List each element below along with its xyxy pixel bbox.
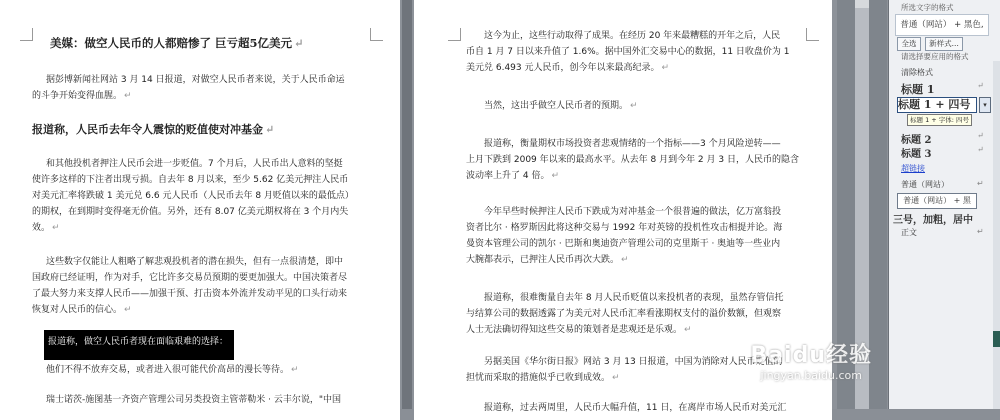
style-label: 标题 1 <box>901 83 935 96</box>
paragraph-line[interactable]: 币自 1 月 7 日以来升值了 1.6%。据中国外汇交易中心的数据，11 日收盘价为 1 <box>466 47 790 57</box>
watermark-logo: Baidu经验 <box>750 343 872 368</box>
paragraph-line[interactable]: 对美元汇率将跌破 1 美元兑 6.6 元人民币（人民币去年 8 月贬值以来的最低点） <box>32 191 354 201</box>
paragraph-line[interactable]: 的期权，在到期时变得毫无价值。另外，还有 8.07 亿美元期权将在 3 个月内失 <box>32 207 349 217</box>
paragraph-line: 恢复对人民币的信心。 <box>32 305 123 315</box>
style-label: 三号，加粗，居中 <box>893 215 973 226</box>
paragraph-line[interactable]: 报道称，衡量期权市场投资者悲观情绪的一个指标——3 个月风险逆转—— <box>484 139 781 149</box>
paragraph-mark: ↵ <box>977 227 984 236</box>
selected-text-format-label: 所选文字的格式 <box>901 3 954 12</box>
paragraph[interactable] <box>484 98 638 114</box>
paragraph-line[interactable]: 瑞士诺茨-施图基一齐资产管理公司另类投资主管蒂勒米 · 云丰尔说，"中国 <box>46 395 341 405</box>
paragraph-mark: ↵ <box>612 373 620 383</box>
paragraph-line: 波动率上升了 4 倍。 <box>466 171 550 181</box>
paragraph-mark: ↵ <box>661 63 670 73</box>
paragraph[interactable] <box>46 72 345 88</box>
apply-format-label: 请选择要应用的格式 <box>901 52 969 61</box>
paragraph[interactable] <box>32 302 132 318</box>
paragraph-mark: ↵ <box>294 36 304 50</box>
section-heading-text: 报道称，人民币去年令人震惊的贬值使对冲基金 <box>32 123 263 136</box>
paragraph-line[interactable]: 这今为止，这些行动取得了成果。在经历 20 年来最糟糕的开年之后，人民 <box>484 31 781 41</box>
pane-scrollbar-thumb[interactable] <box>993 331 1000 347</box>
paragraph-mark: ↵ <box>124 91 132 101</box>
paragraph-line[interactable]: 今年早些时候押注人民币下跌成为对冲基金一个很普遍的做法，亿万富翁投 <box>484 207 782 217</box>
paragraph-mark: ↵ <box>124 305 132 315</box>
paragraph[interactable] <box>32 220 60 236</box>
style-label: 正文 <box>901 228 917 237</box>
paragraph[interactable] <box>46 362 299 378</box>
paragraph-line: 的斗争开始变得血腥。 <box>32 91 123 101</box>
style-label: 标题 1 + 四号 <box>898 98 971 111</box>
paragraph-line[interactable]: 了最大努力来支撑人民币——加强干预、打击资本外流并发动平见的口头行动来 <box>32 289 348 299</box>
style-label: 清除格式 <box>901 68 933 77</box>
paragraph-mark: ↵ <box>621 255 629 265</box>
style-label: 超链接 <box>901 164 925 173</box>
paragraph-line: 担忧而采取的措施似乎已收到成效。 <box>466 373 611 383</box>
paragraph-line[interactable]: 曼资本管理公司的凯尔 · 巴斯和奥迪资产管理公司的克里斯干 · 奥迪等一些业内 <box>466 239 781 249</box>
pane-scrollbar[interactable] <box>993 61 1000 409</box>
style-tooltip: 标题 1 + 字体: 四号 <box>907 114 972 126</box>
style-label: 标题 3 <box>901 149 932 160</box>
paragraph[interactable] <box>466 252 629 268</box>
style-normal-web[interactable] <box>901 179 984 190</box>
paragraph-line: 他们不得不放弃交易，或者进入很可能代价高昂的漫长等待。 <box>46 365 290 375</box>
crop-mark <box>20 28 33 41</box>
paragraph-line[interactable]: 与结算公司的数据透露了为美元对人民币汇率看涨期权支付的溢价数额，但观察 <box>466 309 782 319</box>
style-size3-bold-center[interactable] <box>893 211 973 226</box>
vertical-scrollbar-thumb[interactable] <box>855 0 869 8</box>
style-heading-1[interactable] <box>901 81 984 97</box>
chevron-down-icon[interactable]: ▾ <box>979 97 991 113</box>
paragraph-line[interactable]: 上月下跌到 2009 年以来的最高水平。从去年 8 月到今年 2 月 3 日，人民币的隐含 <box>466 155 799 165</box>
paragraph-line[interactable]: 报道称，过去两周里，人民币大幅升值，11 日，在离岸市场人民币对美元汇 <box>484 403 787 413</box>
paragraph-mark: ↵ <box>977 131 984 140</box>
paragraph-mark: ↵ <box>977 81 984 90</box>
paragraph-line: 人士无法确切得知这些交易的策划者是悲观还是乐观。 <box>466 325 683 335</box>
paragraph-line[interactable]: 另据美国《华尔街日报》网站 3 月 13 日报道，中国为消除对人民币贬值的 <box>484 357 783 367</box>
paragraph-line: 美元兑 6.493 元人民币，创今年以来最高纪录。 <box>466 63 660 73</box>
style-body[interactable] <box>901 227 984 238</box>
new-style-button[interactable]: 新样式... <box>925 37 963 51</box>
article-title[interactable] <box>50 35 304 51</box>
paragraph-line[interactable]: 使许多这样的下注者出现亏损。自去年 8 月以来，至少 5.62 亿美元押注人民币 <box>32 175 349 185</box>
paragraph-mark: ↵ <box>52 223 60 233</box>
paragraph-mark: ↵ <box>630 101 638 111</box>
paragraph-line: 当然，这出乎做空人民币者的预期。 <box>484 101 629 111</box>
paragraph-line[interactable]: 报道称，很难衡量自去年 8 月人民币贬值以来投机者的表现，虽然存管信托 <box>484 293 784 303</box>
paragraph-mark: ↵ <box>977 179 984 188</box>
paragraph[interactable] <box>32 88 132 104</box>
paragraph[interactable] <box>466 370 620 386</box>
style-normal-web-black[interactable] <box>897 193 977 209</box>
crop-mark <box>806 28 819 41</box>
paragraph-mark: ↵ <box>684 325 692 335</box>
paragraph-line[interactable]: 这些数字仅能让人粗略了解悲观投机者的潜在损失，但有一点很清楚，即中 <box>46 257 344 267</box>
paragraph[interactable] <box>466 168 559 184</box>
current-style-box[interactable]: 普通（网站） + 黑色, <box>895 14 989 36</box>
styles-and-formatting-pane <box>888 0 1000 409</box>
paragraph-mark: ↵ <box>265 123 275 136</box>
paragraph-line[interactable]: 国政府已经证明，作为对手，它比许多交易员预期的要更加强大。中国决策者尽 <box>32 273 348 283</box>
style-heading-2[interactable] <box>901 131 984 146</box>
paragraph[interactable] <box>466 322 692 338</box>
article-title-text: 美媒：做空人民币的人都赔惨了 巨亏超5亿美元 <box>50 36 293 50</box>
style-hyperlink[interactable] <box>901 163 925 174</box>
paragraph-mark: ↵ <box>977 145 984 154</box>
style-clear-format[interactable] <box>901 67 933 78</box>
paragraph[interactable] <box>466 60 669 76</box>
style-label: 普通（网站） <box>901 180 949 189</box>
style-label: 普通（网站） + 黑 <box>903 196 971 205</box>
selected-text[interactable] <box>44 330 234 360</box>
selection-highlight[interactable]: 报道称，做空人民币者现在面临艰难的选择： <box>44 330 234 360</box>
watermark-url: jingyan.baidu.com <box>760 369 862 382</box>
paragraph-mark: ↵ <box>551 171 559 181</box>
crop-mark <box>370 28 383 41</box>
paragraph-line[interactable]: 和其他投机者押注人民币会进一步贬值。7 个月后，人民币出人意料的坚挺 <box>46 159 343 169</box>
paragraph-line: 大腕都表示，已押注人民币再次大跌。 <box>466 255 620 265</box>
page-gap <box>402 0 412 409</box>
select-all-button[interactable]: 全选 <box>897 37 921 51</box>
watermark <box>750 338 872 382</box>
paragraph-mark: ↵ <box>291 365 299 375</box>
paragraph-line[interactable]: 资者比尔 · 格罗斯因此将这种交易与 1992 年对英镑的投机性攻击相提并论。海 <box>466 223 783 233</box>
paragraph-line: 效。 <box>32 223 51 233</box>
paragraph-line: 据彭博新闻社网站 3 月 14 日报道，对做空人民币者来说，关于人民币命运 <box>46 75 345 85</box>
style-heading-3[interactable] <box>901 145 984 160</box>
style-heading-1-fourth-size[interactable] <box>897 97 977 113</box>
style-label: 标题 2 <box>901 135 932 146</box>
document-page-left[interactable] <box>0 0 400 420</box>
section-heading[interactable] <box>32 122 274 138</box>
crop-mark <box>448 28 461 41</box>
